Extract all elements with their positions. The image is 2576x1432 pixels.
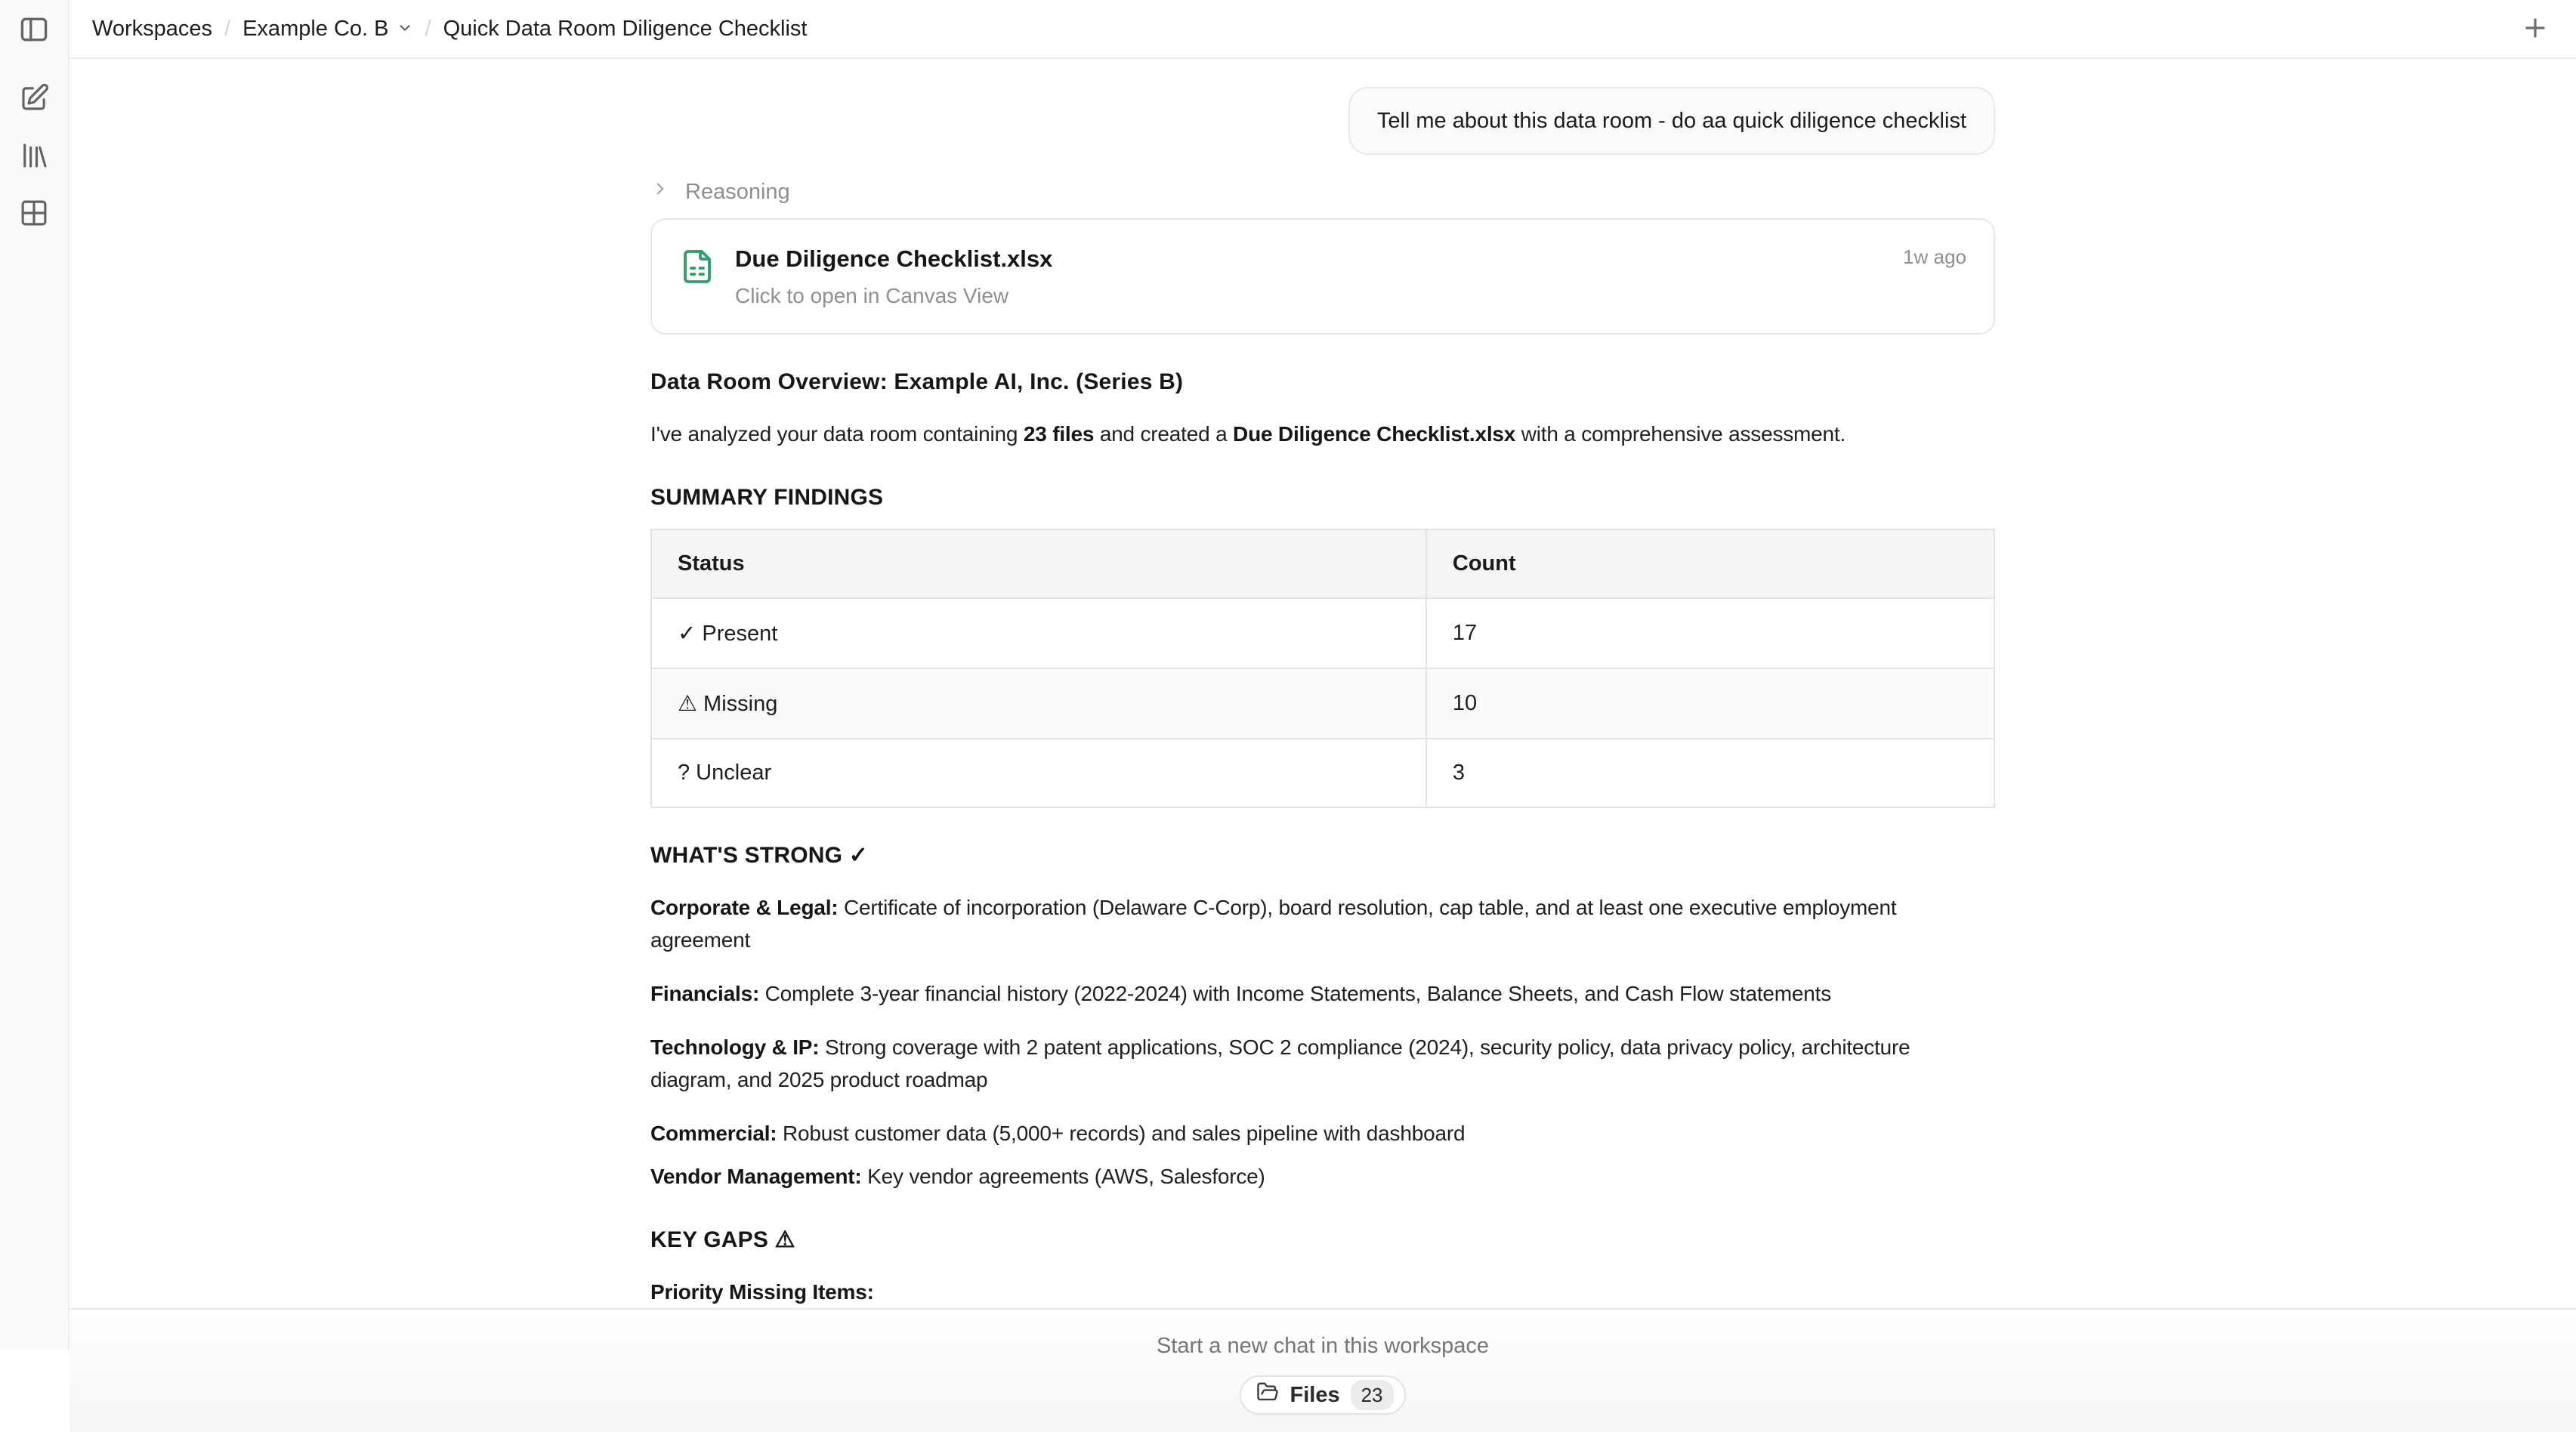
count-cell-unclear: 3 <box>1426 739 1994 807</box>
strong-item-financials: Financials: Complete 3-year financial history (2022-2024) with Income Statements, Balance Sheets, and Cash Flow statements <box>650 982 1832 1005</box>
file-card[interactable] <box>650 218 1995 335</box>
breadcrumb-workspace-selector[interactable] <box>242 15 412 42</box>
reasoning-label: Reasoning <box>685 179 790 204</box>
status-cell-unclear: ? Unclear <box>651 739 1426 807</box>
overview-paragraph: I've analyzed your data room containing 23 files and created a Due Diligence Checklist.xlsx with a comprehensive assessment. <box>650 422 1846 446</box>
main-column <box>69 0 2576 1407</box>
chat-thread <box>69 59 2576 1308</box>
priority-missing-subheading: Priority Missing Items: <box>650 1280 874 1304</box>
status-cell-missing: ⚠ Missing <box>651 668 1426 739</box>
rail-item-grid[interactable] <box>16 195 52 231</box>
sidebar-toggle-button[interactable] <box>16 11 52 48</box>
file-card-title: Due Diligence Checklist.xlsx <box>735 245 1053 272</box>
count-cell-missing: 10 <box>1426 668 1994 739</box>
summary-findings-heading: SUMMARY FINDINGS <box>650 485 884 510</box>
spreadsheet-file-icon <box>679 247 715 290</box>
compose-icon <box>18 82 50 114</box>
file-card-subtitle: Click to open in Canvas View <box>735 284 1009 307</box>
files-count-text: 23 files <box>1023 422 1095 446</box>
file-card-timestamp: 1w ago <box>1903 245 1966 268</box>
breadcrumb-current-page: Quick Data Room Diligence Checklist <box>443 16 808 41</box>
user-message-bubble: Tell me about this data room - do aa quick diligence checklist <box>1348 87 1995 155</box>
new-chat-button[interactable] <box>2516 9 2555 48</box>
count-cell-present: 17 <box>1426 598 1994 668</box>
icon-rail <box>0 0 69 1349</box>
rail-item-library[interactable] <box>16 137 52 174</box>
grid-icon <box>18 197 50 229</box>
chevron-right-icon <box>650 179 670 205</box>
strong-item-commercial: Commercial: Robust customer data (5,000+ records) and sales pipeline with dashboard <box>650 1122 1466 1145</box>
files-button[interactable] <box>1240 1375 1405 1415</box>
breadcrumb <box>92 15 807 42</box>
assistant-message <box>650 368 1995 1308</box>
status-cell-present: ✓ Present <box>651 598 1426 668</box>
filename-text: Due Diligence Checklist.xlsx <box>1233 422 1516 446</box>
breadcrumb-workspace-label: Example Co. B <box>242 16 389 41</box>
summary-table <box>650 529 1995 808</box>
strong-item-corporate: Corporate & Legal: Certificate of incorporation (Delaware C-Corp), board resolution, cap table, and at least one executive employment agreement <box>650 896 1897 952</box>
files-button-label: Files <box>1290 1382 1340 1407</box>
column-header-status: Status <box>651 529 1426 598</box>
table-header-row <box>651 529 1994 598</box>
plus-icon <box>2521 14 2550 45</box>
strong-item-technology: Technology & IP: Strong coverage with 2 patent applications, SOC 2 compliance (2024), security policy, data privacy policy, architecture diagram, and 2025 product roadmap <box>650 1035 1910 1091</box>
column-header-count: Count <box>1426 529 1994 598</box>
folder-open-icon <box>1256 1381 1279 1409</box>
chevron-down-icon <box>397 17 413 42</box>
overview-heading: Data Room Overview: Example AI, Inc. (Series B) <box>650 369 1184 394</box>
breadcrumb-workspaces[interactable]: Workspaces <box>92 16 213 41</box>
footer-bar <box>69 1308 2576 1432</box>
library-icon <box>18 140 50 171</box>
breadcrumb-separator: / <box>224 16 231 41</box>
whats-strong-heading: WHAT'S STRONG ✓ <box>650 843 869 868</box>
reasoning-toggle[interactable] <box>650 179 790 205</box>
breadcrumb-separator: / <box>425 16 431 41</box>
table-row <box>651 598 1994 668</box>
strong-item-vendor: Vendor Management: Key vendor agreements (AWS, Salesforce) <box>650 1165 1265 1188</box>
files-count-badge: 23 <box>1351 1380 1394 1410</box>
rail-item-compose[interactable] <box>16 80 52 116</box>
table-row <box>651 739 1994 807</box>
top-bar <box>69 0 2576 59</box>
new-chat-hint: Start a new chat in this workspace <box>1156 1334 1490 1358</box>
table-row <box>651 668 1994 739</box>
panel-left-toggle-icon <box>17 13 51 46</box>
key-gaps-heading: KEY GAPS ⚠ <box>650 1227 795 1252</box>
